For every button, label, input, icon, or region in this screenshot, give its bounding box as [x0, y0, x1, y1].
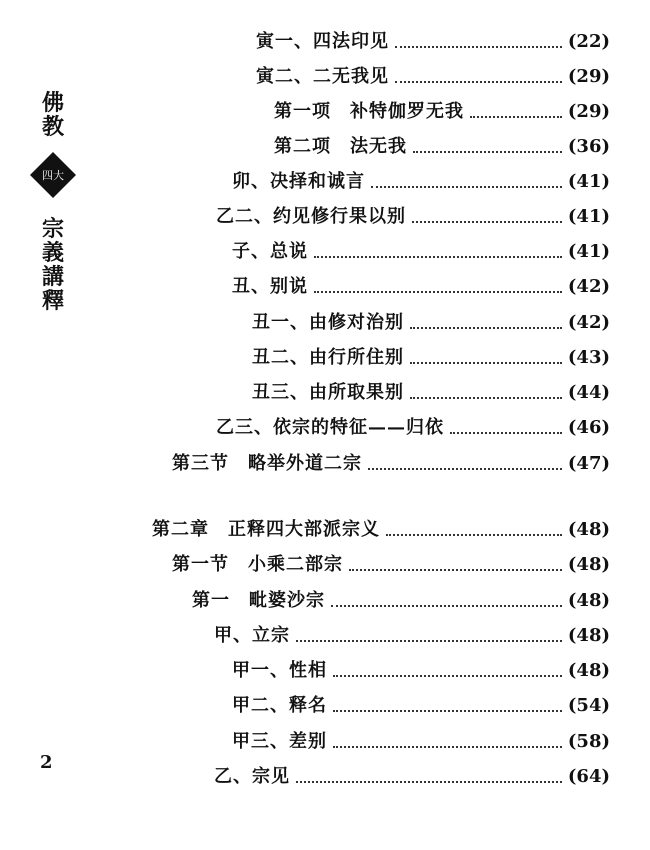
toc-entry[interactable] — [232, 275, 610, 299]
book-title-char: 宗 — [41, 217, 64, 242]
entry-leader — [349, 569, 562, 571]
toc-entry[interactable] — [232, 170, 610, 194]
entry-page-number: (41) — [567, 241, 610, 262]
toc-entry[interactable] — [152, 518, 610, 542]
toc-entry[interactable] — [274, 100, 610, 124]
entry-leader — [413, 151, 562, 153]
entry-leader — [331, 605, 562, 607]
entry-leader — [412, 221, 562, 223]
book-title-top — [35, 92, 71, 140]
entry-leader — [395, 46, 562, 48]
entry-page-number: (43) — [567, 347, 610, 368]
entry-page-number: (46) — [567, 417, 610, 438]
toc-entry[interactable] — [216, 205, 610, 229]
entry-title: 寅二、二无我见 — [256, 66, 389, 87]
toc-entry[interactable] — [252, 346, 610, 370]
entry-leader — [410, 397, 562, 399]
entry-page-number: (42) — [567, 276, 610, 297]
entry-leader — [470, 116, 562, 118]
entry-title: 卯、决择和诚言 — [232, 171, 365, 192]
entry-page-number: (44) — [567, 382, 610, 403]
book-title-char: 義 — [41, 241, 64, 266]
entry-title: 乙二、约见修行果以别 — [216, 206, 406, 227]
book-title-bottom — [35, 218, 71, 314]
entry-title: 寅一、四法印见 — [256, 31, 389, 52]
entry-leader — [296, 640, 562, 642]
entry-leader — [410, 327, 562, 329]
entry-page-number: (29) — [567, 66, 610, 87]
entry-title: 乙、宗见 — [214, 766, 290, 787]
entry-title: 第二章 正释四大部派宗义 — [152, 519, 380, 540]
toc-entry[interactable] — [232, 659, 610, 683]
toc-entry[interactable] — [214, 765, 610, 789]
entry-leader — [333, 746, 562, 748]
entry-title: 第一项 补特伽罗无我 — [274, 101, 464, 122]
toc-entry[interactable] — [216, 416, 610, 440]
entry-page-number: (64) — [567, 766, 610, 787]
entry-leader — [410, 362, 562, 364]
entry-page-number: (48) — [567, 554, 610, 575]
entry-title: 第三节 略举外道二宗 — [172, 453, 362, 474]
entry-page-number: (48) — [567, 519, 610, 540]
entry-page-number: (41) — [567, 171, 610, 192]
toc-entry[interactable] — [172, 553, 610, 577]
book-title-char: 佛 — [41, 91, 64, 116]
entry-page-number: (54) — [567, 695, 610, 716]
entry-title: 丑二、由行所住别 — [252, 347, 404, 368]
entry-title: 甲一、性相 — [232, 660, 327, 681]
entry-title: 第二项 法无我 — [274, 136, 407, 157]
entry-page-number: (47) — [567, 453, 610, 474]
entry-leader — [371, 186, 562, 188]
diamond-text: 四大 — [42, 169, 64, 182]
entry-page-number: (48) — [567, 625, 610, 646]
toc-entry[interactable] — [232, 240, 610, 264]
entry-title: 丑一、由修对治别 — [252, 312, 404, 333]
entry-title: 第一 毗婆沙宗 — [192, 590, 325, 611]
entry-leader — [314, 291, 562, 293]
book-title-char: 教 — [41, 115, 64, 140]
entry-leader — [386, 534, 562, 536]
entry-title: 甲二、释名 — [232, 695, 327, 716]
entry-leader — [333, 675, 562, 677]
entry-leader — [368, 468, 562, 470]
entry-leader — [333, 710, 562, 712]
toc-entry[interactable] — [214, 624, 610, 648]
entry-title: 甲、立宗 — [214, 625, 290, 646]
toc-entry[interactable] — [274, 135, 610, 159]
entry-page-number: (48) — [567, 660, 610, 681]
entry-leader — [450, 432, 562, 434]
book-title-char: 釋 — [41, 289, 64, 314]
toc-entry[interactable] — [252, 311, 610, 335]
toc-entry[interactable] — [232, 730, 610, 754]
entry-page-number: (58) — [567, 731, 610, 752]
toc-entry[interactable] — [256, 65, 610, 89]
entry-title: 子、总说 — [232, 241, 308, 262]
page-number: 2 — [40, 752, 53, 773]
entry-title: 乙三、依宗的特征——归依 — [216, 417, 444, 438]
entry-title: 丑三、由所取果别 — [252, 382, 404, 403]
toc-entry[interactable] — [192, 589, 610, 613]
entry-page-number: (48) — [567, 590, 610, 611]
toc-entry[interactable] — [252, 381, 610, 405]
entry-leader — [296, 781, 562, 783]
diamond-emblem — [30, 152, 76, 198]
entry-leader — [314, 256, 562, 258]
entry-page-number: (41) — [567, 206, 610, 227]
entry-title: 第一节 小乘二部宗 — [172, 554, 343, 575]
toc-entry[interactable] — [232, 694, 610, 718]
entry-title: 丑、别说 — [232, 276, 308, 297]
entry-page-number: (22) — [567, 31, 610, 52]
toc-entry[interactable] — [256, 30, 610, 54]
toc-entry[interactable] — [172, 452, 610, 476]
entry-page-number: (42) — [567, 312, 610, 333]
entry-title: 甲三、差别 — [232, 731, 327, 752]
book-title-char: 講 — [41, 265, 64, 290]
entry-leader — [395, 81, 562, 83]
entry-page-number: (29) — [567, 101, 610, 122]
entry-page-number: (36) — [567, 136, 610, 157]
